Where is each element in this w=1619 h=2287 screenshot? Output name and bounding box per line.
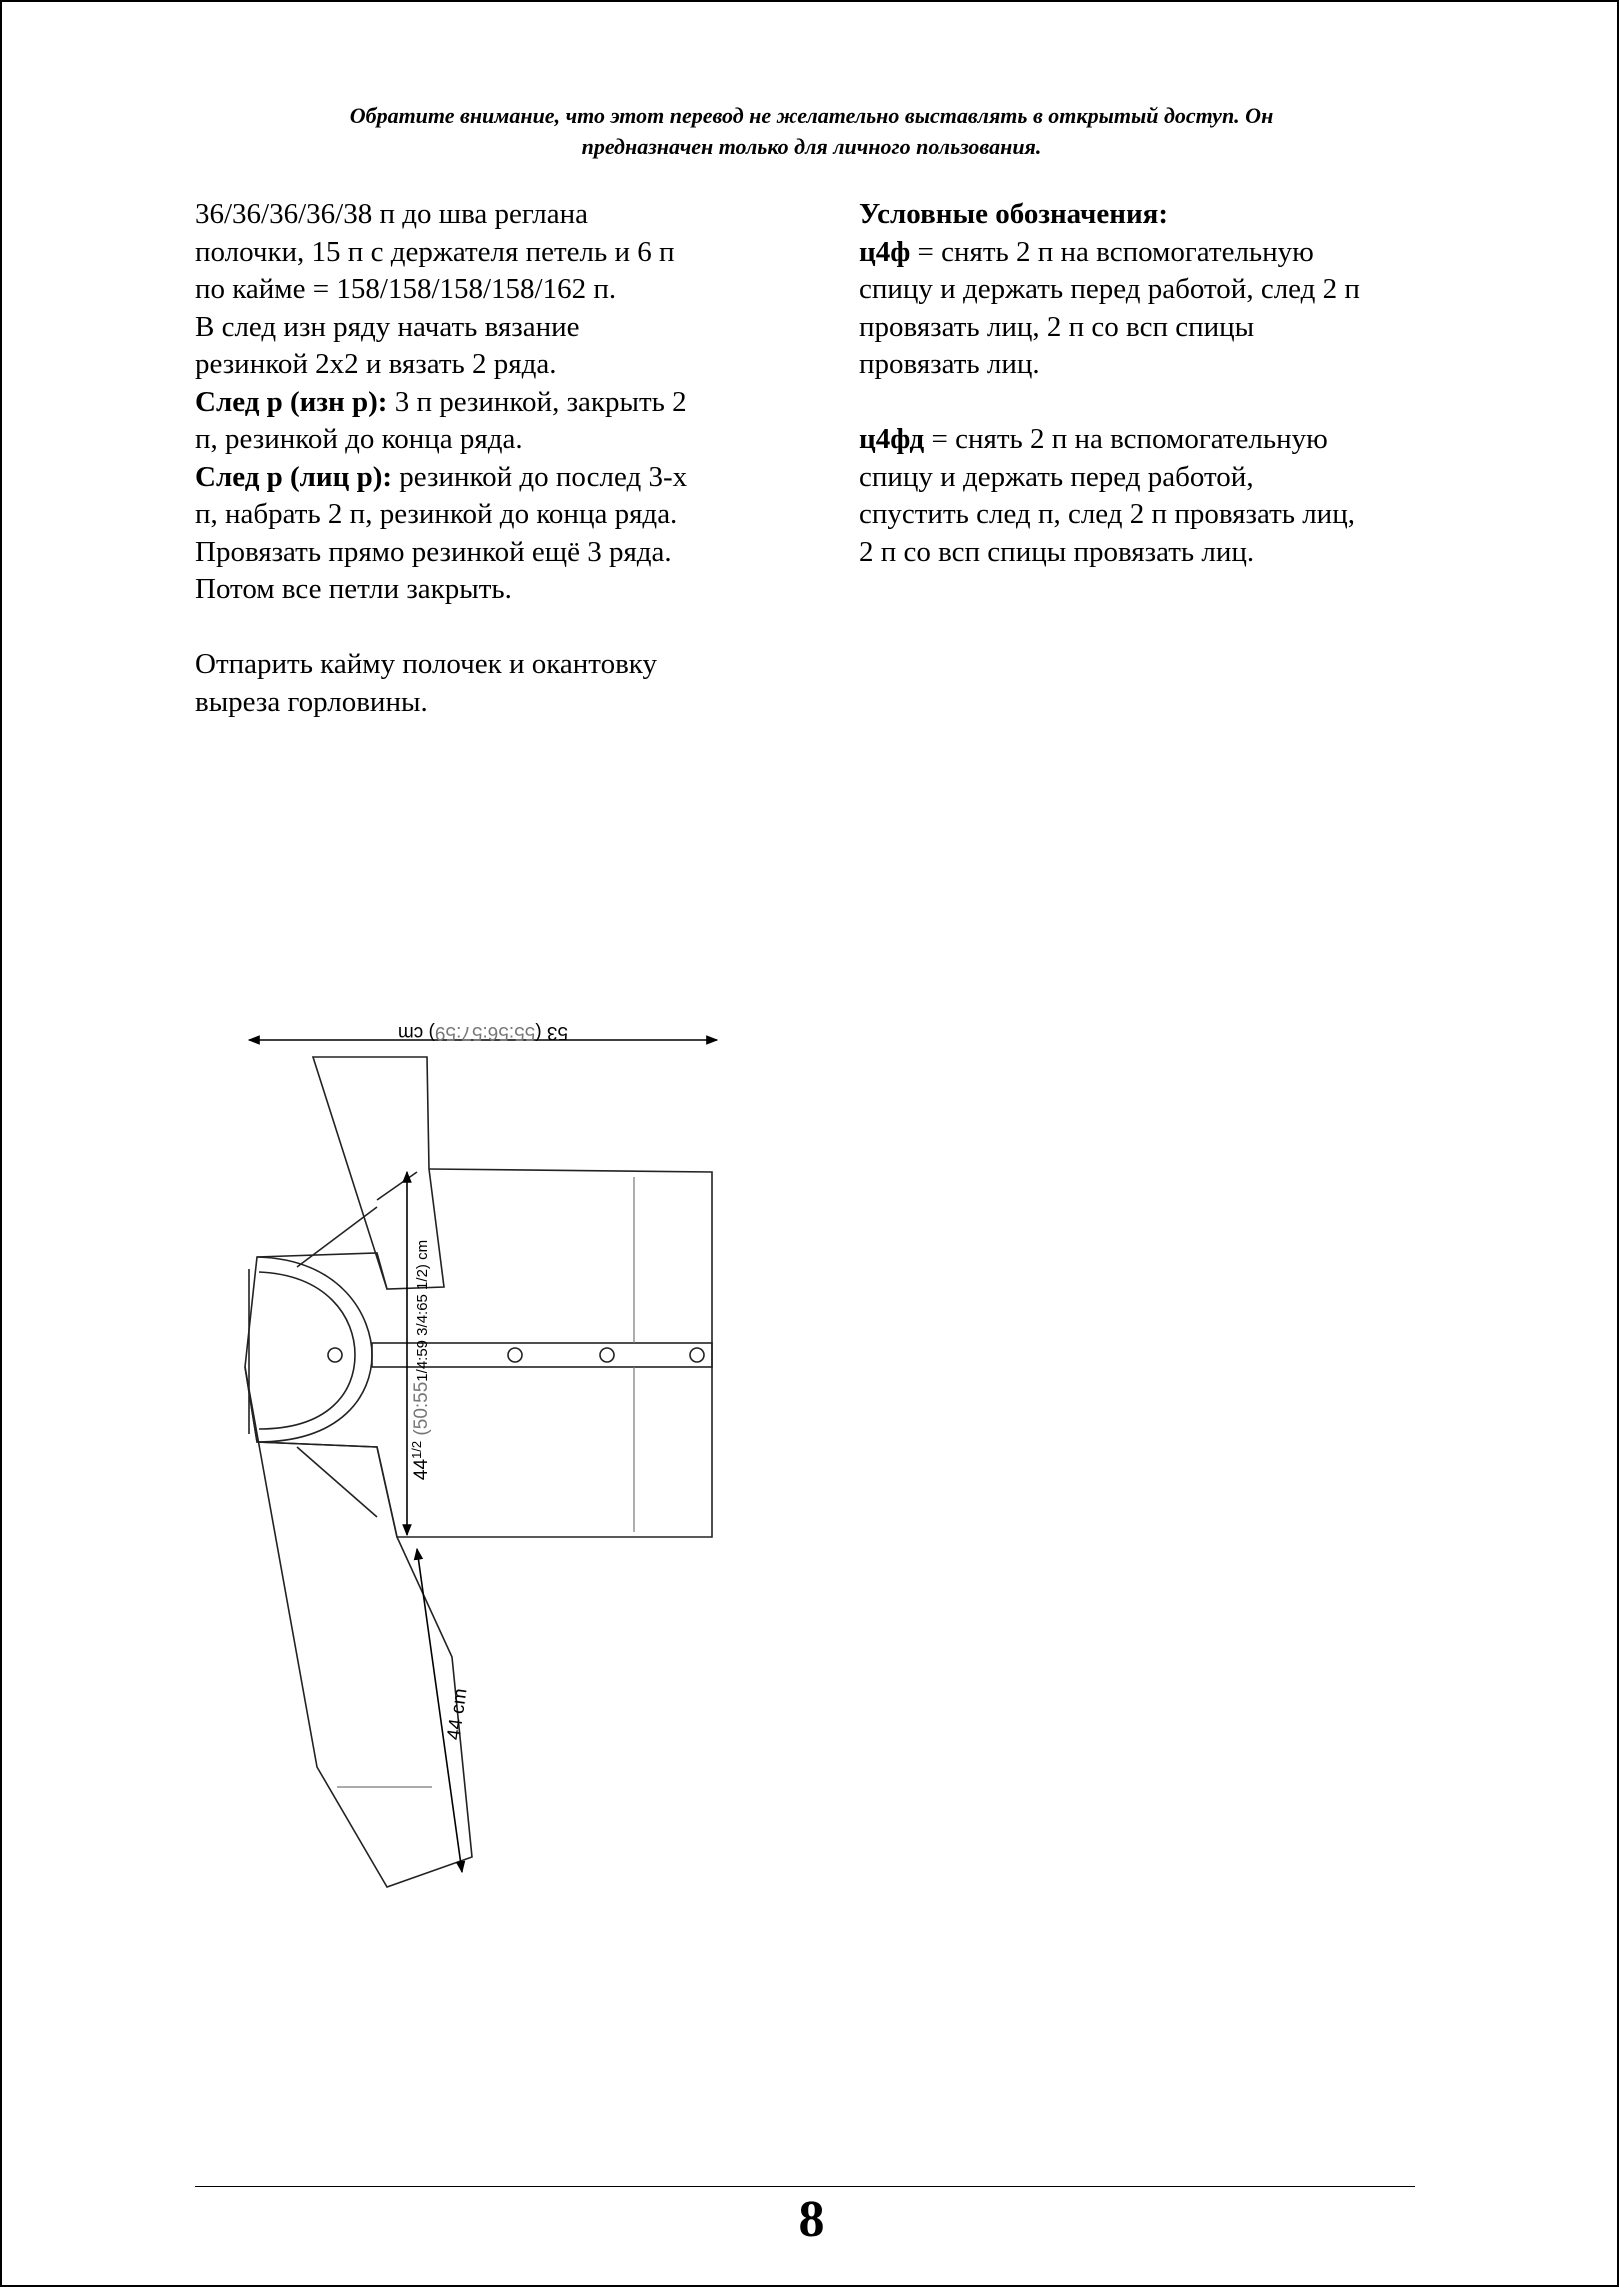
row-label-right-side: След р (лиц р): [195,460,393,493]
body-outline [245,1169,712,1537]
legend-line: ц4фд = снять 2 п на вспомогательную [859,423,1328,455]
text-line: Потом все петли закрыть. [195,573,512,605]
legend-line: спустить след п, след 2 п провязать лиц, [859,498,1355,530]
legend-line: провязать лиц. [859,348,1040,380]
legend-line: спицу и держать перед работой, след 2 п [859,273,1360,305]
raglan-line-upper [297,1207,377,1267]
paragraph-gap [859,384,1439,422]
page-number: 8 [798,2191,825,2248]
text-line: п, резинкой до конца ряда. [195,423,523,455]
text-line: След р (лиц р): резинкой до послед 3-х [195,460,688,493]
text-line: по кайме = 158/158/158/158/162 п. [195,273,617,305]
text-line: Провязать прямо резинкой ещё 3 ряда. [195,535,672,568]
legend-term-c4fd: ц4фд [859,423,925,455]
length-label: $44^{1/2}$ (50:551/4:59 3/4:65 1/2) cm [409,1239,432,1481]
dimension-lines [249,1040,717,1872]
text-line: След р (изн р): 3 п резинкой, закрыть 2 [195,385,687,418]
footer-rule [195,2186,1415,2187]
paragraph-gap [195,609,795,647]
text-line: п, набрать 2 п, резинкой до конца ряда. [195,498,678,530]
cardigan-schematic [237,997,732,1897]
button [690,1348,704,1362]
dimension-labels [398,1022,568,1741]
legend-line: провязать лиц, 2 п со всп спицы [859,310,1255,343]
legend-column [859,196,1439,571]
text-line: В след изн ряду начать вязание [195,310,580,343]
buttons [328,1348,704,1362]
button [600,1348,614,1362]
instructions-column [195,196,795,721]
legend-heading: Условные обозначения: [859,198,1169,230]
legend-line: ц4ф = снять 2 п на вспомогательную [859,235,1314,268]
text-line: резинкой 2х2 и вязать 2 ряда. [195,348,557,380]
garment-outline [245,1057,712,1887]
sleeve-length-label: 44 cm [443,1687,472,1742]
sleeve-bottom-outline [245,1367,472,1887]
row-label-wrong-side: След р (изн р): [195,385,388,418]
notice-line-1: Обратите внимание, что этот перевод не желательно выставлять в открытый доступ. Он [349,103,1274,128]
text-line: полочки, 15 п с держателя петель и 6 п [195,235,675,268]
raglan-line-lower [297,1447,377,1517]
legend-term-c4f: ц4ф [859,235,911,268]
width-label: 53 (55:56:57:59) cm [397,1022,569,1043]
button [508,1348,522,1362]
translation-notice [202,100,1421,162]
text-line: выреза горловины. [195,685,428,718]
sleeve-top-raglan-line [377,1172,417,1200]
notice-line-2: предназначен только для личного пользования. [581,134,1042,159]
text-line: 36/36/36/36/38 п до шва реглана [195,198,589,230]
text-line: Отпарить кайму полочек и окантовку [195,648,657,680]
button [328,1348,342,1362]
legend-line: 2 п со всп спицы провязать лиц. [859,535,1255,568]
legend-line: спицу и держать перед работой, [859,460,1254,493]
